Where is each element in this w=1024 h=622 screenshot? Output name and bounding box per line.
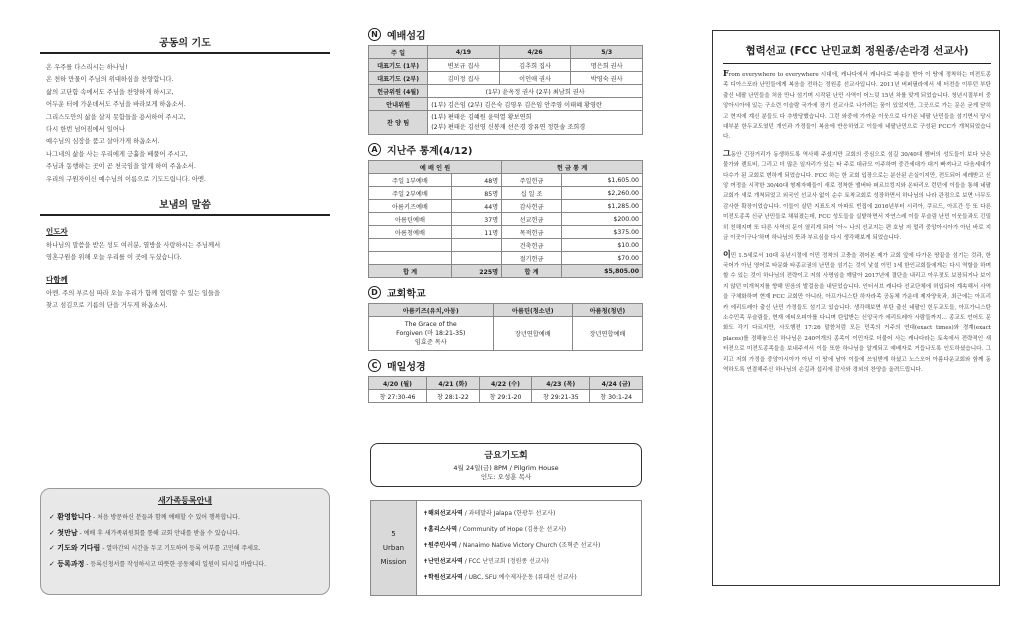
section-badge-icon: N (368, 28, 381, 41)
all-heading: 다함께 (46, 275, 68, 285)
mission-list (417, 501, 606, 595)
serve-heading: N 예배섬김 (368, 26, 643, 42)
article-body (723, 68, 991, 375)
stats-table: 예 배 인 원 헌 금 통 계 주일 1부예배 48명 주일헌금 $1,605.00 주일 2부예배 85명 십 일 조 $2,260.00 아름키즈예배 44명 감사헌금 $1,285.00 아름틴예배 37명 선교헌금 $200.00 아름청예배 11명 목적헌금 $375.00 건축헌금 $10.00 절기헌금 $70.00 합 계 225명 합 계 $5,805.00 (368, 160, 643, 278)
reading-table: 4/20 (월) 4/21 (화) 4/22 (수) 4/23 (목) 4/24 (금) 창 27:30-46 창 28:1-22 창 29:1-20 창 29:21-35 창 30:1-24 (368, 376, 643, 403)
mission-item: ✝해외선교사역 / 과테말라 Jalapa (한광두 선교사) (423, 510, 556, 517)
leader-heading: 인도자 (46, 227, 68, 237)
prayer-title: 공동의 기도 (40, 34, 330, 54)
mission-label: 5 Urban Mission (371, 501, 417, 595)
section-badge-icon: D (368, 286, 381, 299)
section-badge-icon: C (368, 359, 381, 372)
mission-item: ✝학원선교사역 / UBC, SFU 예수제자운동 (류대선 선교사) (423, 574, 577, 581)
new-family-row: ✓ 등록과정 - 등록신청서를 작성하시고 따뜻한 공동체의 일원이 되시길 바랍니다. (49, 559, 266, 568)
new-family-row: ✓ 기도와 기다림 - 열마간의 시간을 두고 기도하며 등록 여부를 고민해 주세요. (49, 544, 261, 552)
mission-item: ✝홈리스사역 / Community of Hope (김용운 선교사) (423, 526, 567, 533)
new-family-row: ✓ 첫만남 - 예배 후 새가족위원회를 통해 교회 안내를 받을 수 있습니다. (49, 528, 240, 537)
section-badge-icon: A (368, 143, 381, 156)
friday-prayer-box: 금요기도회 4월 24일(금) 8PM / Pilgrim House 인도: 오성훈 목사 (370, 443, 642, 487)
blessing-title: 보냄의 말씀 (40, 196, 330, 216)
new-family-row: ✓ 환영합니다 - 처음 방문하신 분들과 함께 예배할 수 있어 행복합니다. (49, 513, 240, 521)
article-paragraph: 이민 1.5세로서 10대 유년시절에 이민 정착의 고충을 겪어본 제가 교회 앞에 다가온 땅끝을 섬기는 것과, 한국어가 아닌 영어로 타문화 타종교권의 난민을 섬기는 것이 낯설 이민 1세 한인교회들에게는 다시 역할을 하며 할 수 있는 것이 하나님의 전략이고 저희 사명임을 깨달아 2017년에 결단을 내리고 아우젓도 보장되거나 보이지 않던 미개척지를 향해 믿음의 발걸음을 내딛었습니다. 인터서브 캐나다 선교단체에 허입되어 계속해서 사역을 구체화하며 현재 FCC 교회만 아니라, 아프가니스탄 하자라족 공동체 가운데 제자양육과, 최근에는 아프리카 에리트레아 출신 난민 가정들도 섬기고 있습니다. 생각해보면 부탄 출신 네팔인 힌두교도들, 아프가니스탄 소수민족 무슬림들, 현재 에티오피아를 다니며 탄압받는 신앙국가 에리트레아 사람들까지... 종교도 언어도 문화도 각기 다르지만, 사도행전 17:26 말씀처럼 모든 민족의 거주의 연대(exact times)와 경계(exact places)를 정해놓으신 하나님은 240여개의 종족이 이민자로 더불어 사는 캐나다라는 토속에서 전략적인 새 터전으로 미전도종족들을 보내주셔서 이들 또한 하나님을 알게되고 예배자로 거듭나도록 인도하셨습니다. 그리고 저희 가정을 중앙아시아가 아닌 이 땅에 남아 이들에 쓰임받게 하셨고 노스오어 아름다운교회와 함께 동역하도록 연결해주신 하나님의 손길과 섭리에 감사와 경외의 찬양을 올려드립니다. (723, 248, 991, 373)
left-panel (40, 34, 330, 312)
mission-item: ✝난민선교사역 / FCC 난민교회 (정원종 선교사) (423, 558, 549, 565)
school-table: 아름키즈(유치,아동) 아름틴(청소년) 아름청(청년) The Grace of the Forgiven (마 18:21-35) 임효준 목사 장년연합예배 장년연합예배 (368, 303, 643, 351)
mission-box (370, 500, 642, 596)
reading-heading: C 매일성경 (368, 357, 643, 373)
all-text: 아멘. 주의 부르심 따라 오늘 우리가 함께 협력할 수 있는 일들을 찾고 섬김으로 기름의 단을 거두게 하옵소서. (46, 290, 221, 310)
article-title: 협력선교 (FCC 난민교회 정원종/손라경 선교사) (723, 37, 991, 64)
new-family-title: 새가족등록안내 (157, 496, 213, 505)
mission-item: ✝원주민사역 / Nanaimo Native Victory Church (조혁준 선교사) (423, 542, 601, 549)
article-paragraph: 그동안 긴장거리가 동생하도록 역사해 주셨지만 교회의 중심으로 섬길 30/40대 멤버의 성도들이 보다 낫은 물가와 렌트비, 그리고 더 많은 일자리가 있는 타 주로 대규모 이주하며 중간세대가 대거 빠져나고 다음세대가 다수가 된 교회로 변하게 되었습니다. FCC 하는 한 교회 입장으로는 분산된 손실이지만, 전도되어 세례받고 신앙 여정을 시작한 30/40대 형제자매들이 새로 정착한 앨버타 퍼르브킹지와 온타리오 런던에 이들을 통해 네팔교회가 새로 개척되었고 외국인 선교사 없이 순수 토착교회로 성장하면서 하나님의 나라 관점으로 보면 너무도 감사한 확장이었습니다. 이들이 살던 지표도지 아파트 빈집에 2016년부터 시리아, 쿠르드, 아프간 등 또 다른 미전도종족 신규 난민들로 채워졌는데, FCC 성도들을 실밭하면서 자연스레 이들 무슬림 난민 이웃들과도 긴밀히 친해지며 또 다른 사역의 문이 열리게 되어 ‘아~ 나의 선교지는 편 호남 저 멀리 중앙아시아가 아닌 바로 지금 이곳이구나’하며 하나님의 뜻과 부르심을 다시 생각해보게 되었습니다. (723, 147, 991, 242)
right-panel (712, 30, 1000, 586)
leader-text: 하나님의 말씀을 받은 성도 여러분, 열방을 사랑하시는 주님께서 영혼구원을 위해 오늘 우리를 이 곳에 두셨습니다. (46, 242, 221, 262)
new-family-box (40, 488, 330, 595)
school-heading: D 교회학교 (368, 284, 643, 300)
article-paragraph: From everywhere to everywhere 시대에, 캐나다에서 캐나다로 파송을 받아 이 땅에 정착하는 미전도종족 디아스포라 난민들에게 복음을 전하는 정원종 선교사입니다. 2011년 버퍼필라에서 새 터전을 이루던 부탄 출신 네팔 난민들을 처음 만나 섬기며 시작된 난민 사역이 어느덧 15년 차를 맞게 되었습니다. 청년시절부터 중앙아시아에 있는 구소련 이슬람 국가에 장기 선교사로 나가려는 꿈이 있었지만, 그곳으로 가는 문은 굳게 닫히고 현지에 계신 분들도 다 추방당했습니다. 그런 와중에 가까운 이웃으로 다가온 네팔 난민들을 섬기면서 당시 대부분 한두교도였던 개인과 가정들이 복음에 반응하였고 이들에 네팔난민으로 구성된 FCC가 개척되었습니다. (723, 68, 992, 141)
prayer-text: 온 우주를 다스리시는 하나님! 온 천하 만물이 주님의 위대하심을 찬양합니다. 삶의 고단함 속에서도 주님을 찬양하게 하시고, 어두운 터에 가운데서도 주님을 바라보게 하옵소서. 그리스도안의 삶을 살지 못함들을 용서하여 주시고, 다시 한번 넘어짐에서 일어나 예수님의 심장을 품고 살아가게 하옵소서. 나그네의 삶을 사는 우리에게 긍휼을 베풀어 주시고, 주님과 동행하는 곳이 곧 천국임을 알게 하여 주옵소서. 우리의 구원자이신 예수님의 이름으로 기도드립니다. 아멘. (46, 64, 206, 183)
middle-panel (368, 26, 643, 403)
serve-table: 주 일 4/19 4/26 5/3 대표기도 (1부) 변보규 집사 김추희 집사 명은희 권사 대표기도 (2부) 김미정 집사 이인애 권사 박영숙 권사 헌금위원 (4월) (1부) 윤옥정 권사 (2부) 최남희 권사 안내위원 (1부) 김은임 (2부) 김은숙 김영우 김은임 안주영 이태혜 황영란 찬 양 팀 (1부) 편태운 김혜원 윤덕열 황보연희 (2부) 편태운 김선영 신봉재 선은경 장유연 정한솔 조희경 (368, 45, 643, 135)
stats-heading: A 지난주 통계(4/12) (368, 141, 643, 157)
